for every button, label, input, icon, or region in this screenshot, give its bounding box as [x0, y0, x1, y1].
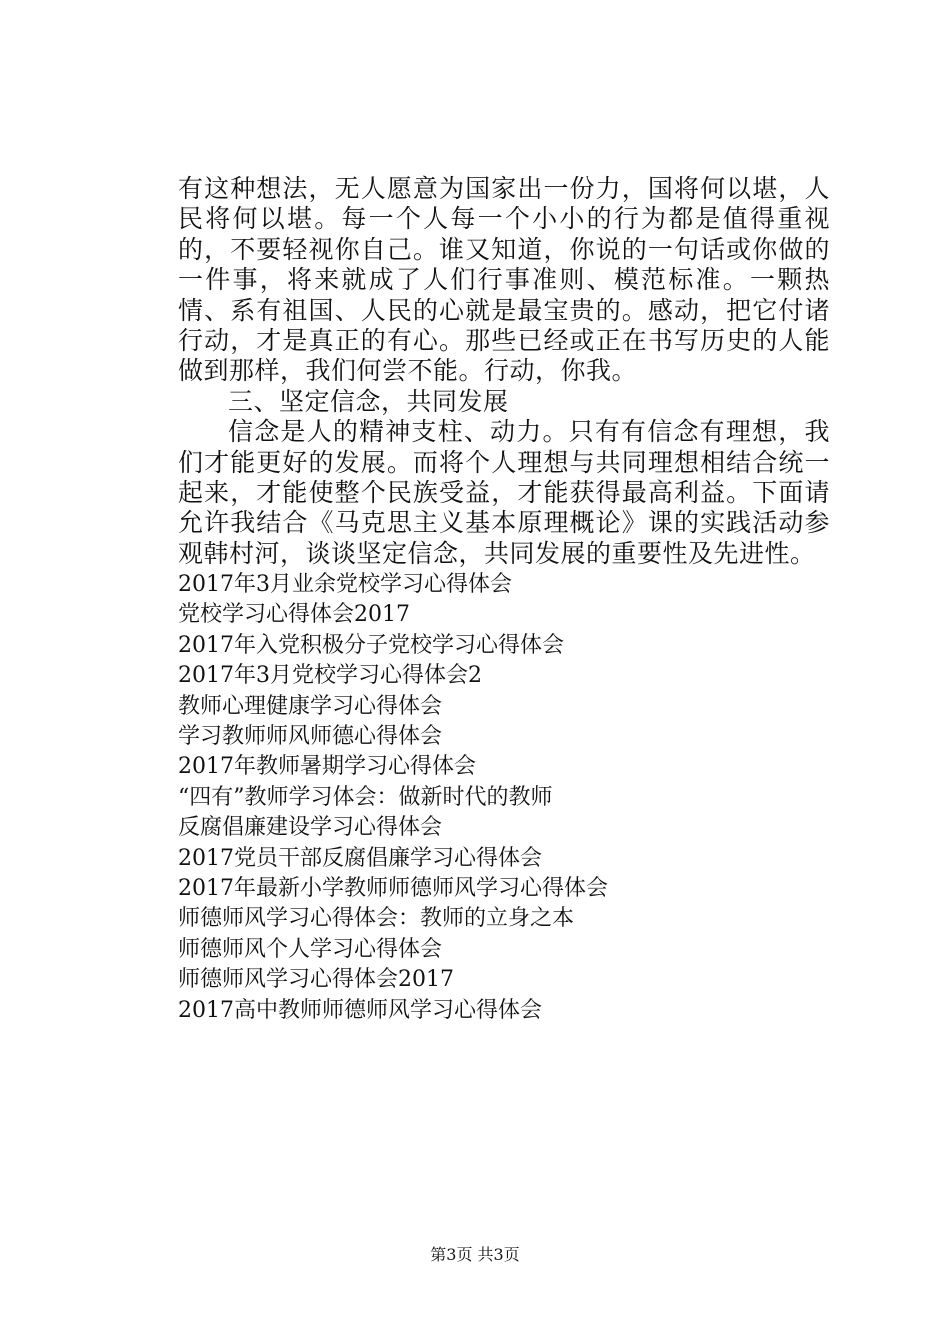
- related-article-link[interactable]: 2017年入党积极分子党校学习心得体会: [178, 632, 564, 658]
- document-body: [178, 174, 830, 569]
- related-article-link[interactable]: 师德师风个人学习心得体会: [178, 936, 443, 962]
- related-article-link[interactable]: 2017年最新小学教师师德师风学习心得体会: [178, 876, 608, 902]
- related-article-link[interactable]: “四有”教师学习体会：做新时代的教师: [178, 784, 553, 810]
- related-article-link[interactable]: 师德师风学习心得体会2017: [178, 967, 454, 993]
- related-articles-list: [178, 570, 830, 1026]
- related-article-link[interactable]: 2017年3月党校学习心得体会2: [178, 663, 482, 689]
- related-article-link[interactable]: 反腐倡廉建设学习心得体会: [178, 815, 443, 841]
- related-article-link[interactable]: 2017党员干部反腐倡廉学习心得体会: [178, 845, 542, 871]
- related-article-link[interactable]: 2017年3月业余党校学习心得体会: [178, 572, 512, 597]
- related-article-link[interactable]: 教师心理健康学习心得体会: [178, 693, 443, 719]
- page-footer: [0, 1244, 950, 1266]
- related-article-link[interactable]: 师德师风学习心得体会：教师的立身之本: [178, 906, 575, 932]
- related-article-link[interactable]: 党校学习心得体会2017: [178, 602, 410, 628]
- related-article-link[interactable]: 2017年教师暑期学习心得体会: [178, 754, 476, 780]
- section-heading: 三、坚定信念，共同发展: [228, 386, 509, 416]
- paragraph-continuation: 有这种想法，无人愿意为国家出一份力，国将何以堪，人民将何以堪。每一个人每一个小小的行为都是值得重视的，不要轻视你自己。谁又知道，你说的一句话或你做的一件事，将来就成了人们行事准则、模范标准。一颗热情、系有祖国、人民的心就是最宝贵的。感动，把它付诸行动，才是真正的有心。那些已经或正在书写历史的人能做到那样，我们何尝不能。行动，你我。: [178, 174, 830, 386]
- page-number: 第3页 共3页: [430, 1245, 520, 1264]
- related-article-link[interactable]: 2017高中教师师德师风学习心得体会: [178, 997, 542, 1023]
- paragraph: 信念是人的精神支柱、动力。只有有信念有理想，我们才能更好的发展。而将个人理想与共同理想相结合统一起来，才能使整个民族受益，才能获得最高利益。下面请允许我结合《马克思主义基本原理概论》课的实践活动参观韩村河，谈谈坚定信念，共同发展的重要性及先进性。: [178, 417, 830, 568]
- related-article-link[interactable]: 学习教师师风师德心得体会: [178, 724, 443, 750]
